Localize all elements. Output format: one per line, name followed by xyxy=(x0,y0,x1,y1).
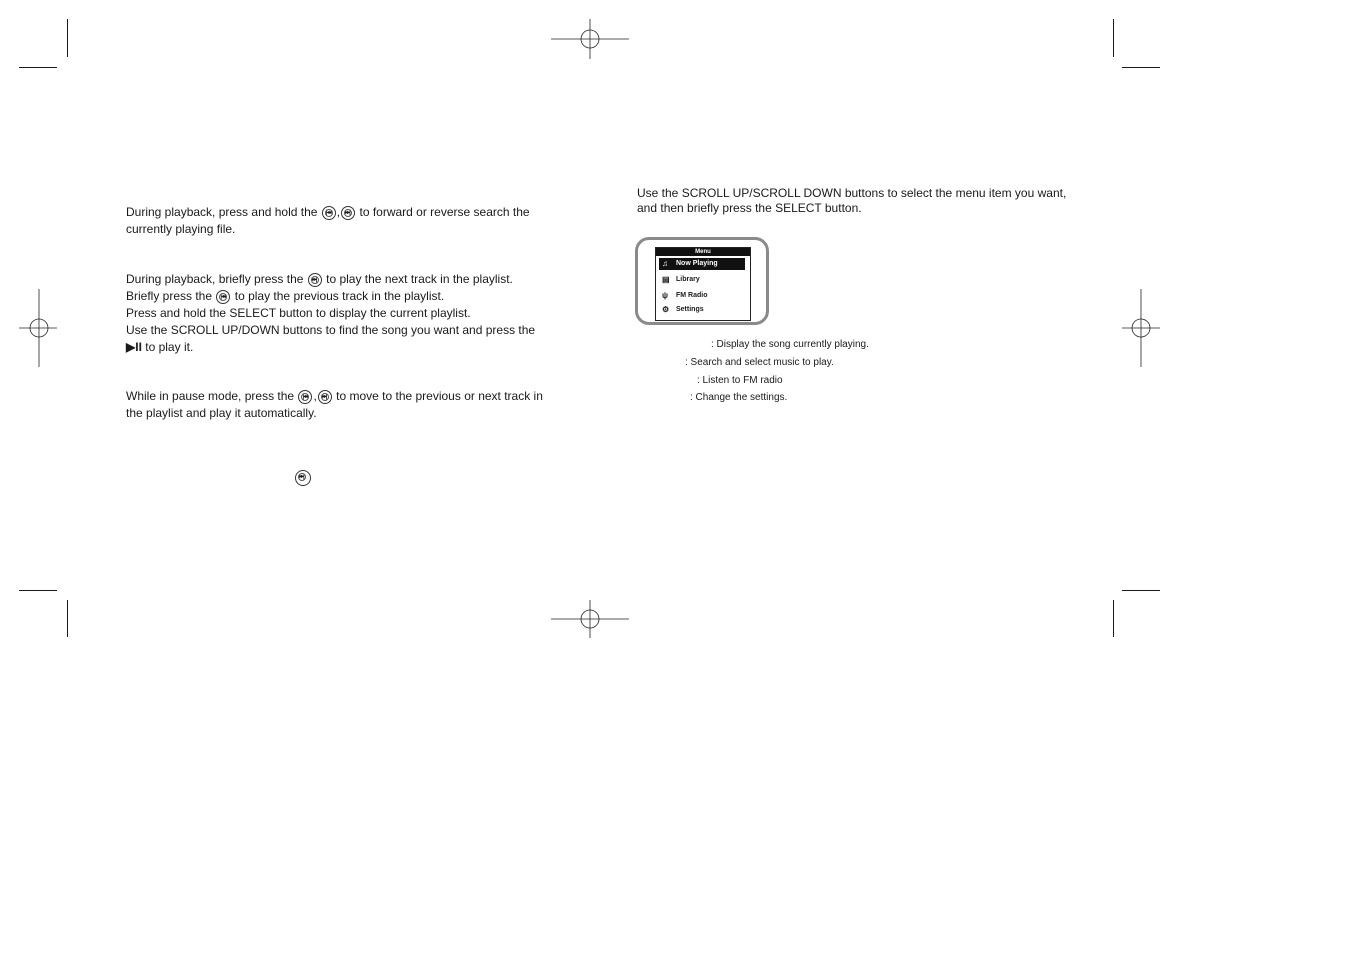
crop-mark xyxy=(1122,590,1160,591)
text-line: the playlist and play it automatically. xyxy=(126,406,317,420)
text-line: During playback, press and hold the xyxy=(126,205,318,219)
menu-item-settings xyxy=(659,304,745,316)
player-device-illustration xyxy=(635,237,769,325)
text-line: Use the SCROLL UP/DOWN buttons to find the song you want and press the xyxy=(126,323,536,337)
menu-item-label: Now Playing xyxy=(676,260,718,267)
text-line: Press and hold the SELECT button to display the current playlist. xyxy=(126,306,471,320)
search-paragraph: During playback, press and hold the |◂◂ , ▸▸| to forward or reverse search the currently playing file. xyxy=(126,205,530,236)
player-screen xyxy=(655,247,751,321)
screen-title: Menu xyxy=(656,248,750,256)
text-line: to move to the previous or next track in xyxy=(336,389,543,403)
description-settings: : Change the settings. xyxy=(690,392,788,403)
registration-mark xyxy=(1102,289,1180,367)
crop-mark xyxy=(67,600,68,637)
crop-mark xyxy=(1122,67,1160,68)
registration-mark xyxy=(551,580,629,658)
menu-item-library xyxy=(659,274,745,286)
text-line: to play the previous track in the playlist. xyxy=(234,289,445,303)
reverse-button-icon: |◂◂ xyxy=(322,206,336,220)
crop-mark xyxy=(1113,600,1114,637)
menu-item-label: Library xyxy=(676,276,700,283)
track-navigation-paragraph xyxy=(126,271,535,356)
antenna-icon: ψ xyxy=(662,291,669,300)
reverse-button-icon: |◂◂ xyxy=(298,390,312,404)
gear-icon: ⚙ xyxy=(662,305,670,314)
play-pause-icon: ▶II xyxy=(126,340,142,354)
description-fm-radio: : Listen to FM radio xyxy=(697,375,783,386)
menu-item-fm-radio xyxy=(659,290,745,302)
forward-button-icon: ▸▸| xyxy=(341,206,355,220)
text-line: to forward or reverse search the xyxy=(359,205,530,219)
description-now-playing: : Display the song currently playing. xyxy=(711,339,869,350)
menu-item-label: Settings xyxy=(676,306,704,313)
text-line: to play the next track in the playlist. xyxy=(326,272,513,286)
forward-button-icon: ▸▸| xyxy=(308,273,322,287)
text-line: and then briefly press the SELECT button. xyxy=(637,201,862,215)
text-line: While in pause mode, press the xyxy=(126,389,295,403)
crop-mark xyxy=(19,590,57,591)
crop-mark xyxy=(67,19,68,57)
text-line: During playback, briefly press the xyxy=(126,272,304,286)
text-line: Briefly press the xyxy=(126,289,213,303)
pause-mode-paragraph: While in pause mode, press the |◂◂ , ▸▸| to move to the previous or next track in the playlist and play it automatically. xyxy=(126,389,543,420)
registration-mark xyxy=(551,19,629,97)
music-note-icon: ♫ xyxy=(662,259,668,268)
text-line: Use the SCROLL UP/SCROLL DOWN buttons to select the menu item you want, xyxy=(637,186,1067,200)
forward-button-icon: ▸▸| xyxy=(318,390,332,404)
forward-button-icon: ▸▸| xyxy=(295,470,311,486)
crop-mark xyxy=(19,67,57,68)
menu-item-label: FM Radio xyxy=(676,292,708,299)
crop-mark xyxy=(1113,19,1114,57)
reverse-button-icon: |◂◂ xyxy=(216,290,230,304)
registration-mark xyxy=(0,289,78,367)
menu-item-now-playing xyxy=(659,258,745,270)
text-line: currently playing file. xyxy=(126,222,236,236)
description-library: : Search and select music to play. xyxy=(685,357,834,368)
folder-icon: ▤ xyxy=(662,275,670,284)
text-line: to play it. xyxy=(145,340,194,354)
menu-intro-paragraph xyxy=(637,186,1066,216)
